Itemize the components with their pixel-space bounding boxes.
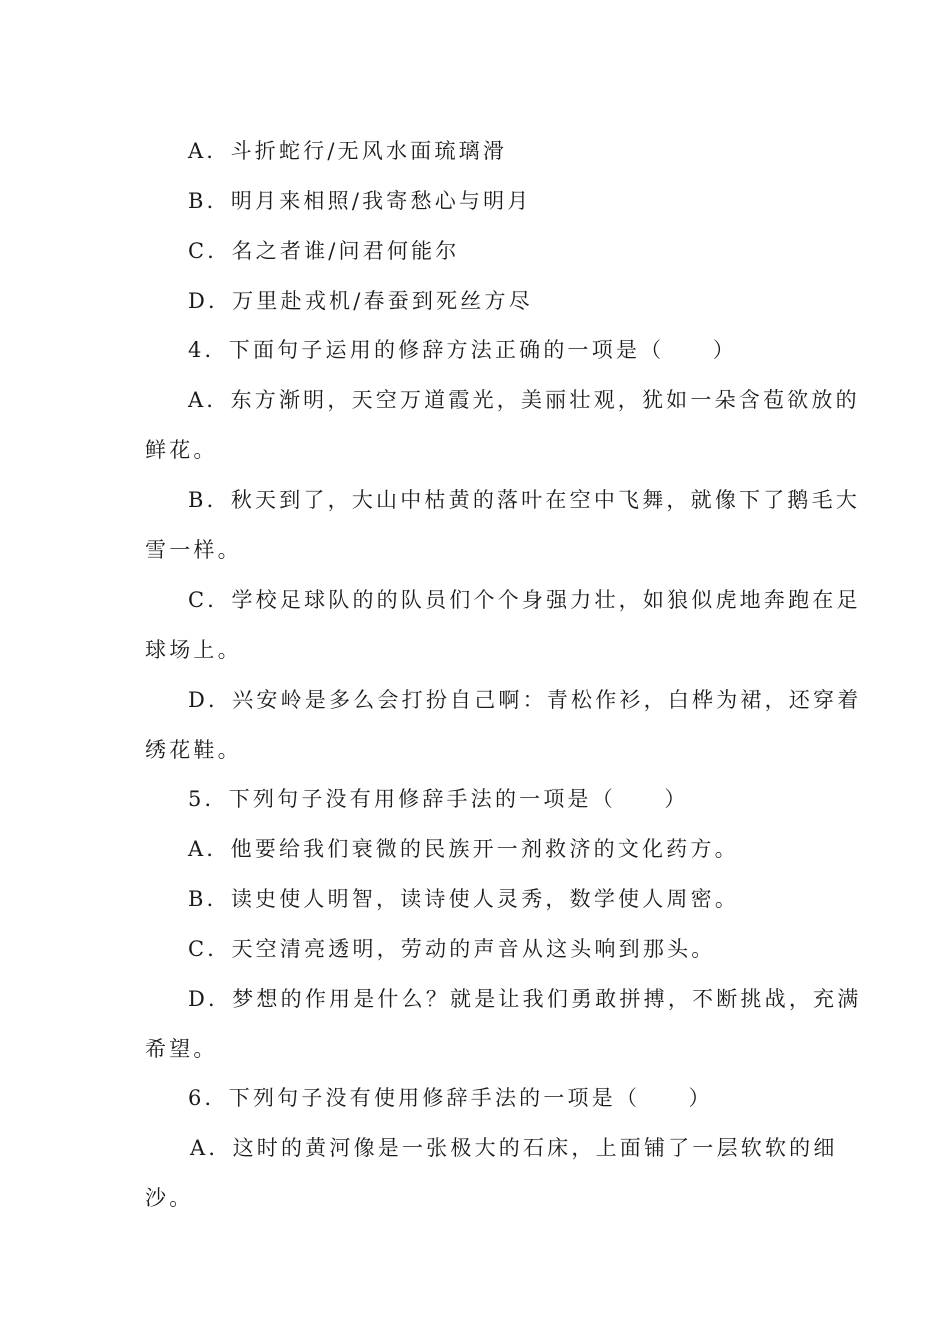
q3-option-a: A．斗折蛇行/无风水面琉璃滑 [188, 139, 508, 163]
q4-option-d-line2: 绣花鞋。 [145, 738, 242, 762]
q4-option-b-line2: 雪一样。 [145, 538, 242, 562]
q4-option-a-line1: A．东方渐明，天空万道霞光，美丽壮观，犹如一朵含苞欲放的 [188, 388, 860, 412]
q6-option-a-line1: A．这时的黄河像是一张极大的石床，上面铺了一层软软的细 [190, 1136, 838, 1160]
q6-stem: 6．下列句子没有使用修辞手法的一项是（ ） [188, 1086, 713, 1110]
q3-option-c: C．名之者谁/问君何能尔 [188, 239, 460, 263]
q6-option-a-line2: 沙。 [145, 1186, 194, 1210]
q3-option-b: B．明月来相照/我寄愁心与明月 [188, 189, 532, 213]
q5-stem: 5．下列句子没有用修辞手法的一项是（ ） [188, 787, 689, 811]
q4-option-c-line1: C．学校足球队的的队员们个个身强力壮，如狼似虎地奔跑在足 [188, 588, 861, 612]
q5-option-d-line1: D．梦想的作用是什么？就是让我们勇敢拼搏，不断挑战，充满 [188, 987, 862, 1011]
q5-option-b: B．读史使人明智，读诗使人灵秀，数学使人周密。 [188, 887, 740, 911]
q5-option-a: A．他要给我们衰微的民族开一剂救济的文化药方。 [188, 837, 739, 861]
q4-option-d-line1: D．兴安岭是多么会打扮自己啊：青松作衫，白桦为裙，还穿着 [188, 688, 862, 712]
q4-stem: 4．下面句子运用的修辞方法正确的一项是（ ） [188, 338, 737, 362]
q3-option-d: D．万里赴戎机/春蚕到死丝方尽 [188, 289, 533, 313]
q5-option-d-line2: 希望。 [145, 1037, 218, 1061]
q4-option-b-line1: B．秋天到了，大山中枯黄的落叶在空中飞舞，就像下了鹅毛大 [188, 488, 861, 512]
q5-option-c: C．天空清亮透明，劳动的声音从这头响到那头。 [188, 937, 716, 961]
q4-option-c-line2: 球场上。 [145, 638, 242, 662]
q4-option-a-line2: 鲜花。 [145, 438, 218, 462]
